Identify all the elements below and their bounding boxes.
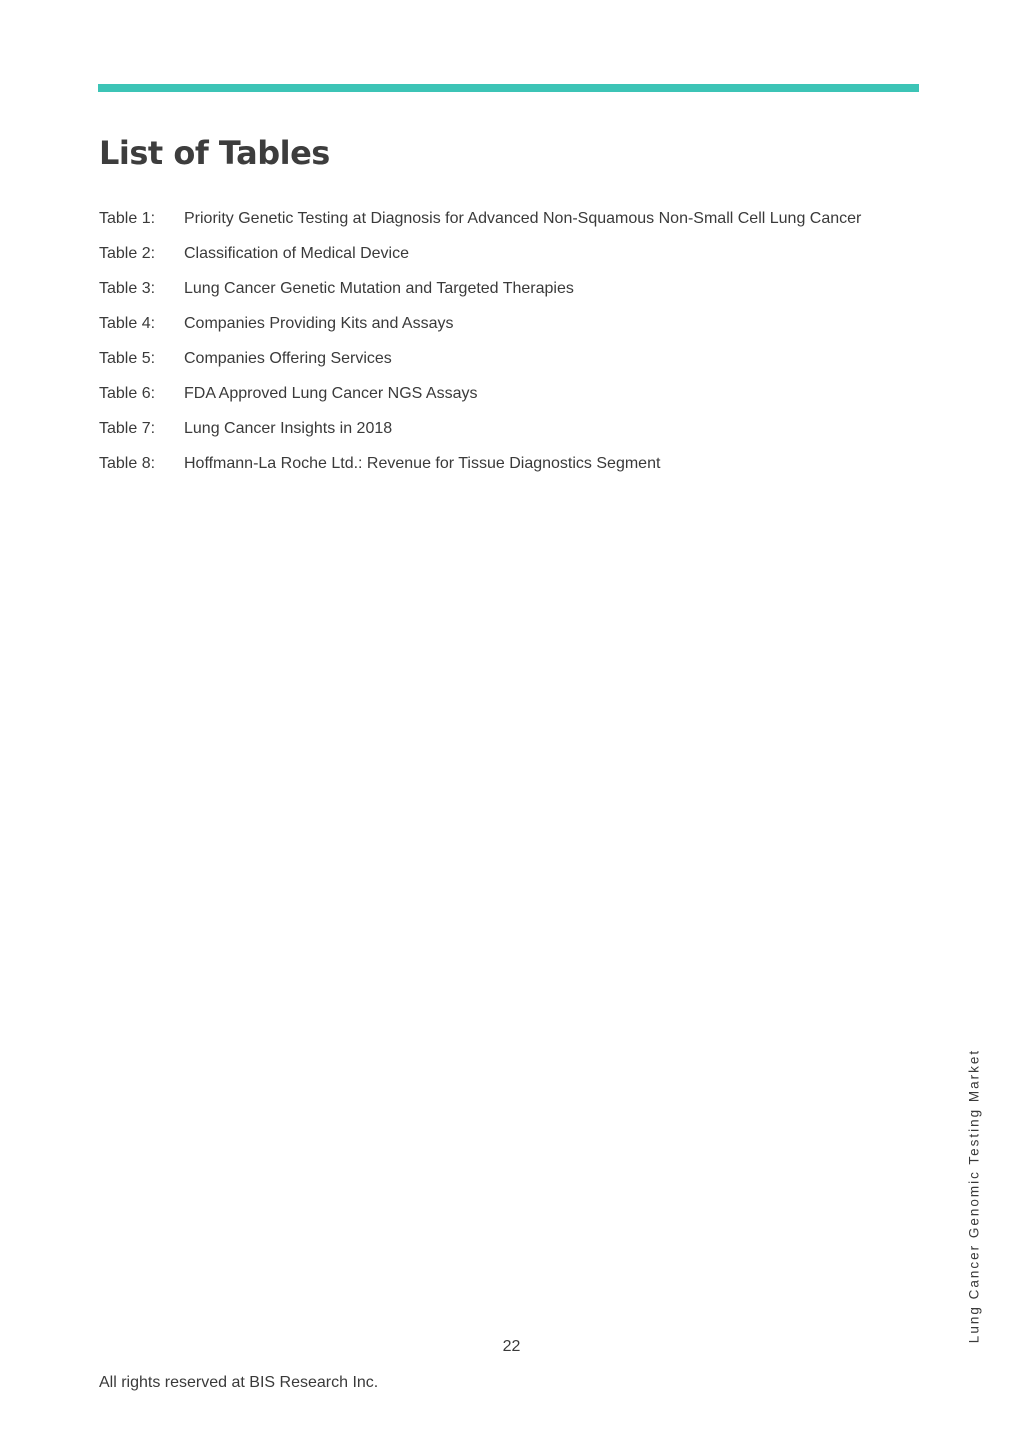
- toc-entry-title: Lung Cancer Genetic Mutation and Targeted Therapies: [184, 280, 574, 297]
- toc-entry-label: Table 6:: [99, 385, 156, 402]
- toc-entry-table-2[interactable]: [99, 239, 879, 268]
- toc-entry-label: Table 2:: [99, 245, 156, 262]
- toc-entry-title: FDA Approved Lung Cancer NGS Assays: [184, 385, 478, 402]
- toc-entry-title: Hoffmann-La Roche Ltd.: Revenue for Tissue Diagnostics Segment: [184, 455, 661, 472]
- list-of-tables: [99, 204, 879, 484]
- copyright-footer: All rights reserved at BIS Research Inc.: [99, 1374, 379, 1391]
- toc-entry-table-1[interactable]: [99, 204, 879, 233]
- page-title: List of Tables: [99, 134, 330, 172]
- toc-entry-label: Table 5:: [99, 350, 156, 367]
- toc-entry-label: Table 4:: [99, 315, 156, 332]
- toc-entry-title: Companies Offering Services: [184, 350, 392, 367]
- toc-entry-title: Classification of Medical Device: [184, 245, 409, 262]
- header-accent-rule: [98, 84, 919, 92]
- toc-entry-label: Table 3:: [99, 280, 156, 297]
- toc-entry-title: Companies Providing Kits and Assays: [184, 315, 454, 332]
- toc-entry-table-7[interactable]: [99, 414, 879, 443]
- toc-entry-label: Table 7:: [99, 420, 156, 437]
- toc-entry-table-6[interactable]: [99, 379, 879, 408]
- toc-entry-title: Priority Genetic Testing at Diagnosis for Advanced Non-Squamous Non-Small Cell Lung Cancer: [184, 210, 862, 227]
- toc-entry-title: Lung Cancer Insights in 2018: [184, 420, 393, 437]
- toc-entry-table-4[interactable]: [99, 309, 879, 338]
- toc-entry-label: Table 8:: [99, 455, 156, 472]
- toc-entry-label: Table 1:: [99, 210, 156, 227]
- toc-entry-table-5[interactable]: [99, 344, 879, 373]
- report-side-title: Lung Cancer Genomic Testing Market: [966, 1048, 982, 1344]
- toc-entry-table-3[interactable]: [99, 274, 879, 303]
- toc-entry-table-8[interactable]: [99, 449, 879, 478]
- page-number: 22: [502, 1338, 521, 1355]
